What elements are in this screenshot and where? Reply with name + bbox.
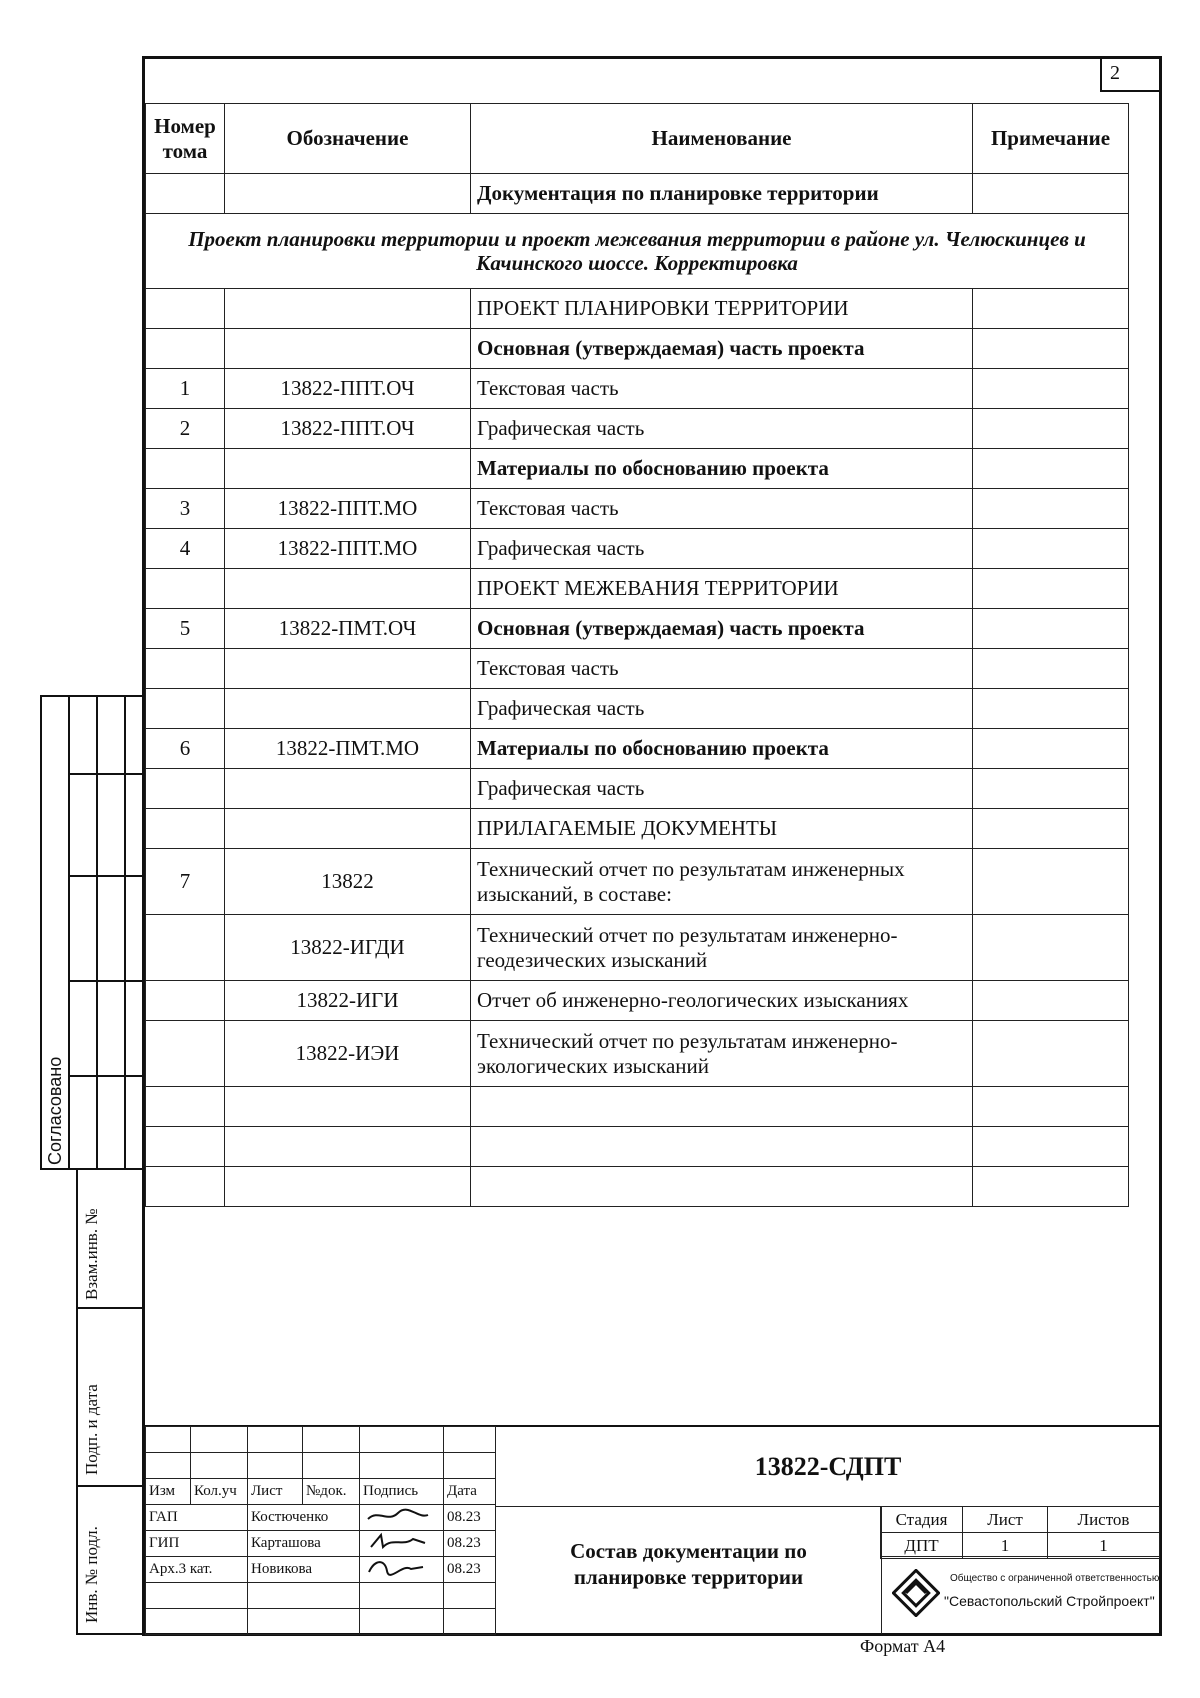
name-cell: Технический отчет по результатам инженерно-геодезических изысканий: [471, 915, 973, 981]
name-cell: Технический отчет по результатам инженерно-экологических изысканий: [471, 1021, 973, 1087]
section-row: [146, 174, 1129, 214]
code-cell: 13822-ПМТ.МО: [225, 729, 471, 769]
table-row: [146, 569, 1129, 609]
table-row: [146, 689, 1129, 729]
table-body: [146, 289, 1129, 1207]
table-row: [146, 809, 1129, 849]
name-cell: [471, 1127, 973, 1167]
name-cell: Основная (утверждаемая) часть проекта: [471, 329, 973, 369]
code-cell: 13822-ИЭИ: [225, 1021, 471, 1087]
documents-table: [145, 103, 1129, 1207]
table-row: [146, 369, 1129, 409]
code-cell: 13822-ППТ.ОЧ: [225, 409, 471, 449]
volume-cell: [146, 1021, 225, 1087]
table-row: [146, 729, 1129, 769]
name-cell: Основная (утверждаемая) часть проекта: [471, 609, 973, 649]
project-title-row: [146, 214, 1129, 289]
code-cell: [225, 809, 471, 849]
note-cell: [973, 809, 1129, 849]
name-cell: Графическая часть: [471, 769, 973, 809]
code-cell: 13822-ППТ.МО: [225, 489, 471, 529]
code-cell: 13822-ППТ.МО: [225, 529, 471, 569]
stage-table: Стадия Лист Листов ДПТ 1 1: [880, 1506, 1160, 1559]
table-row: [146, 915, 1129, 981]
table-row: [146, 1021, 1129, 1087]
code-cell: [225, 649, 471, 689]
note-cell: [973, 329, 1129, 369]
signature: [360, 1505, 444, 1531]
code-cell: [225, 769, 471, 809]
format-label: Формат А4: [860, 1636, 946, 1656]
volume-cell: [146, 569, 225, 609]
table-row: [146, 649, 1129, 689]
volume-cell: [146, 449, 225, 489]
volume-cell: [146, 1167, 225, 1207]
code-cell: [225, 449, 471, 489]
name-cell: Текстовая часть: [471, 369, 973, 409]
volume-cell: 5: [146, 609, 225, 649]
name-cell: Текстовая часть: [471, 489, 973, 529]
volume-cell: [146, 1127, 225, 1167]
name-cell: ПРОЕКТ МЕЖЕВАНИЯ ТЕРРИТОРИИ: [471, 569, 973, 609]
note-cell: [973, 1021, 1129, 1087]
header-code: Обозначение: [225, 104, 471, 174]
volume-cell: [146, 289, 225, 329]
table-row: [146, 609, 1129, 649]
side-strip: [40, 695, 145, 1635]
stamp-signatures: [145, 1426, 496, 1635]
table-row: [146, 489, 1129, 529]
table-row: [146, 409, 1129, 449]
table-row: [146, 1127, 1129, 1167]
note-cell: [973, 1087, 1129, 1127]
signature: [360, 1531, 444, 1557]
note-cell: [973, 569, 1129, 609]
volume-cell: [146, 689, 225, 729]
agreed-label: Согласовано: [45, 1056, 65, 1165]
note-cell: [973, 1127, 1129, 1167]
code-cell: [225, 329, 471, 369]
note-cell: [973, 729, 1129, 769]
table-row: [146, 529, 1129, 569]
company-logo-icon: [892, 1569, 940, 1617]
stamp-person-row: ГИП Карташова 08.23: [146, 1531, 496, 1557]
volume-cell: [146, 769, 225, 809]
org-block: Общество с ограниченной ответственностью "Севастопольский Стройпроект": [880, 1556, 1159, 1635]
volume-cell: [146, 981, 225, 1021]
code-cell: [225, 569, 471, 609]
name-cell: Текстовая часть: [471, 649, 973, 689]
header-name: Наименование: [471, 104, 973, 174]
volume-cell: [146, 809, 225, 849]
section-title: Документация по планировке территории: [471, 174, 973, 214]
note-cell: [973, 369, 1129, 409]
doc-code: 13822-СДПТ: [754, 1452, 902, 1481]
name-cell: Графическая часть: [471, 409, 973, 449]
volume-cell: [146, 649, 225, 689]
note-cell: [973, 849, 1129, 915]
volume-cell: [146, 1087, 225, 1127]
note-cell: [973, 649, 1129, 689]
code-cell: 13822-ИГДИ: [225, 915, 471, 981]
name-cell: [471, 1087, 973, 1127]
code-cell: [225, 689, 471, 729]
project-title: Проект планировки территории и проект межевания территории в районе ул. Челюскинцев и Качинского шоссе. Корректировка: [146, 214, 1129, 289]
table-row: [146, 449, 1129, 489]
code-cell: 13822-ПМТ.ОЧ: [225, 609, 471, 649]
code-cell: 13822-ППТ.ОЧ: [225, 369, 471, 409]
note-cell: [973, 609, 1129, 649]
name-cell: Графическая часть: [471, 689, 973, 729]
code-cell: 13822-ИГИ: [225, 981, 471, 1021]
table-row: [146, 289, 1129, 329]
volume-cell: 7: [146, 849, 225, 915]
header-note: Примечание: [973, 104, 1129, 174]
code-cell: 13822: [225, 849, 471, 915]
note-cell: [973, 449, 1129, 489]
table-row: [146, 329, 1129, 369]
note-cell: [973, 915, 1129, 981]
volume-cell: 4: [146, 529, 225, 569]
name-cell: Отчет об инженерно-геологических изысканиях: [471, 981, 973, 1021]
name-cell: Технический отчет по результатам инженерных изысканий, в составе:: [471, 849, 973, 915]
table-row: [146, 849, 1129, 915]
code-cell: [225, 289, 471, 329]
name-cell: ПРИЛАГАЕМЫЕ ДОКУМЕНТЫ: [471, 809, 973, 849]
note-cell: [973, 1167, 1129, 1207]
name-cell: Материалы по обоснованию проекта: [471, 449, 973, 489]
volume-cell: 2: [146, 409, 225, 449]
volume-cell: [146, 329, 225, 369]
page-number: 2: [1100, 56, 1162, 92]
note-cell: [973, 489, 1129, 529]
code-cell: [225, 1167, 471, 1207]
doc-title: Состав документации по планировке территории: [570, 1539, 807, 1590]
volume-cell: [146, 915, 225, 981]
table-row: [146, 1167, 1129, 1207]
header-volume: Номер тома: [146, 104, 225, 174]
replace-inv-label: Взам.инв. №: [82, 1208, 101, 1300]
volume-cell: 3: [146, 489, 225, 529]
table-row: [146, 981, 1129, 1021]
note-cell: [973, 409, 1129, 449]
name-cell: Графическая часть: [471, 529, 973, 569]
code-cell: [225, 1087, 471, 1127]
table-row: [146, 1087, 1129, 1127]
name-cell: Материалы по обоснованию проекта: [471, 729, 973, 769]
sign-date-label: Подп. и дата: [82, 1384, 101, 1475]
table-header-row: [146, 104, 1129, 174]
stamp-col-headers: Изм Кол.уч Лист №док. Подпись Дата: [146, 1479, 496, 1505]
name-cell: ПРОЕКТ ПЛАНИРОВКИ ТЕРРИТОРИИ: [471, 289, 973, 329]
signature: [360, 1557, 444, 1583]
note-cell: [973, 529, 1129, 569]
stamp-person-row: ГАП Костюченко 08.23: [146, 1505, 496, 1531]
stamp-person-row: Арх.3 кат. Новикова 08.23: [146, 1557, 496, 1583]
table-row: [146, 769, 1129, 809]
note-cell: [973, 689, 1129, 729]
inv-number-label: Инв. № подл.: [82, 1526, 101, 1623]
note-cell: [973, 289, 1129, 329]
volume-cell: 1: [146, 369, 225, 409]
code-cell: [225, 1127, 471, 1167]
note-cell: [973, 981, 1129, 1021]
note-cell: [973, 769, 1129, 809]
name-cell: [471, 1167, 973, 1207]
volume-cell: 6: [146, 729, 225, 769]
